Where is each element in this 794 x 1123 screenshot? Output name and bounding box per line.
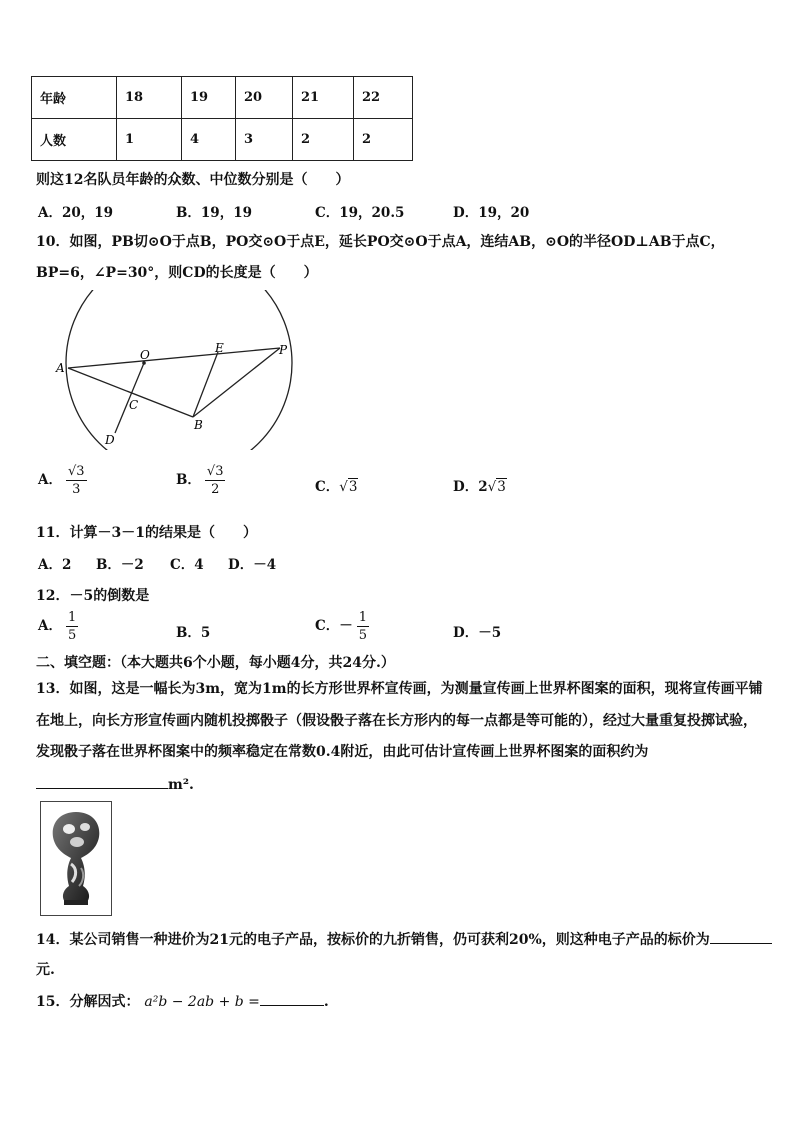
q12-option-b: B．5 bbox=[176, 625, 211, 641]
q9-option-a: A．20，19 bbox=[38, 205, 114, 221]
world-cup-image bbox=[40, 801, 112, 916]
q11-option-d: D．－4 bbox=[228, 557, 277, 573]
q13-answer-line: m². bbox=[36, 773, 194, 793]
q12-option-c: C．－ $\frac{1}{5}$ bbox=[315, 610, 368, 643]
table-cell: 3 bbox=[236, 119, 293, 161]
section-title: 二、填空题：（本大题共6个小题，每小题4分，共24分.） bbox=[36, 655, 395, 671]
table-cell: 4 bbox=[182, 119, 236, 161]
label-o: O bbox=[140, 348, 150, 362]
q14-line-1: 14．某公司销售一种进价为21元的电子产品，按标价的九折销售，仍可获利20%，则这种电子产品的标价为 bbox=[36, 928, 772, 949]
q12-option-a: A． $\frac{1}{5}$ bbox=[38, 610, 77, 643]
q15-expression: a²b − 2ab + b = bbox=[144, 994, 260, 1010]
q10-line-1: 10．如图，PB切⊙O于点B，PO交⊙O于点E，延长PO交⊙O于点A，连结AB，⊙O的半径OD⊥AB于点C， bbox=[36, 234, 725, 250]
q15-line: 15．分解因式： a²b − 2ab + b = . bbox=[36, 990, 329, 1011]
q10-option-c: C．√3 bbox=[315, 479, 358, 495]
table-cell: 18 bbox=[117, 77, 182, 119]
circle-o bbox=[66, 290, 292, 450]
q9-option-c: C．19，20.5 bbox=[315, 205, 405, 221]
trophy-icon bbox=[41, 802, 111, 915]
q9-option-b: B．19，19 bbox=[176, 205, 252, 221]
q9-option-d: D．19，20 bbox=[453, 205, 530, 221]
label-a: A bbox=[56, 361, 65, 375]
q11-option-c: C．4 bbox=[170, 557, 204, 573]
q14-line-2: 元. bbox=[36, 962, 55, 978]
q11-option-b: B．－2 bbox=[96, 557, 144, 573]
table-cell: 1 bbox=[117, 119, 182, 161]
table-cell: 20 bbox=[236, 77, 293, 119]
q13-line-3: 发现骰子落在世界杯图案中的频率稳定在常数0.4附近，由此可估计宣传画上世界杯图案的面积约为 bbox=[36, 744, 649, 760]
q10-option-d: D．2√3 bbox=[453, 479, 506, 495]
q12-stem: 12．－5的倒数是 bbox=[36, 588, 150, 604]
table-cell: 人数 bbox=[32, 119, 117, 161]
answer-blank[interactable] bbox=[260, 990, 324, 1006]
circle-tangent-figure bbox=[50, 290, 300, 450]
answer-blank[interactable] bbox=[36, 773, 168, 789]
label-d: D bbox=[105, 433, 115, 447]
q9-stem: 则这12名队员年龄的众数、中位数分别是（ ） bbox=[36, 172, 350, 188]
q13-line-1: 13．如图，这是一幅长为3m，宽为1m的长方形世界杯宣传画，为测量宣传画上世界杯图案的面积，现将宣传画平铺 bbox=[36, 681, 763, 697]
q13-line-2: 在地上，向长方形宣传画内随机投掷骰子（假设骰子落在长方形内的每一点都是等可能的），经过大量重复投掷试验， bbox=[36, 713, 757, 729]
table-cell: 2 bbox=[354, 119, 413, 161]
line-ap bbox=[68, 348, 280, 368]
label-e: E bbox=[215, 341, 224, 355]
q10-line-2: BP=6，∠P=30°，则CD的长度是（ ） bbox=[36, 265, 318, 281]
label-b: B bbox=[194, 418, 203, 432]
q11-option-a: A．2 bbox=[38, 557, 72, 573]
table-row bbox=[32, 77, 413, 119]
answer-blank[interactable] bbox=[710, 928, 772, 944]
q11-stem: 11．计算－3－1的结果是（ ） bbox=[36, 525, 257, 541]
table-row bbox=[32, 119, 413, 161]
q12-option-d: D．－5 bbox=[453, 625, 502, 641]
table-cell: 21 bbox=[293, 77, 354, 119]
table-cell: 年龄 bbox=[32, 77, 117, 119]
age-table bbox=[31, 76, 413, 161]
q10-option-a: A． $\frac{√3}{3}$ bbox=[38, 464, 85, 497]
label-c: C bbox=[129, 398, 139, 412]
label-p: P bbox=[279, 343, 288, 357]
q10-option-b: B． $\frac{√3}{2}$ bbox=[176, 464, 224, 497]
table-cell: 19 bbox=[182, 77, 236, 119]
table-cell: 2 bbox=[293, 119, 354, 161]
table-cell: 22 bbox=[354, 77, 413, 119]
